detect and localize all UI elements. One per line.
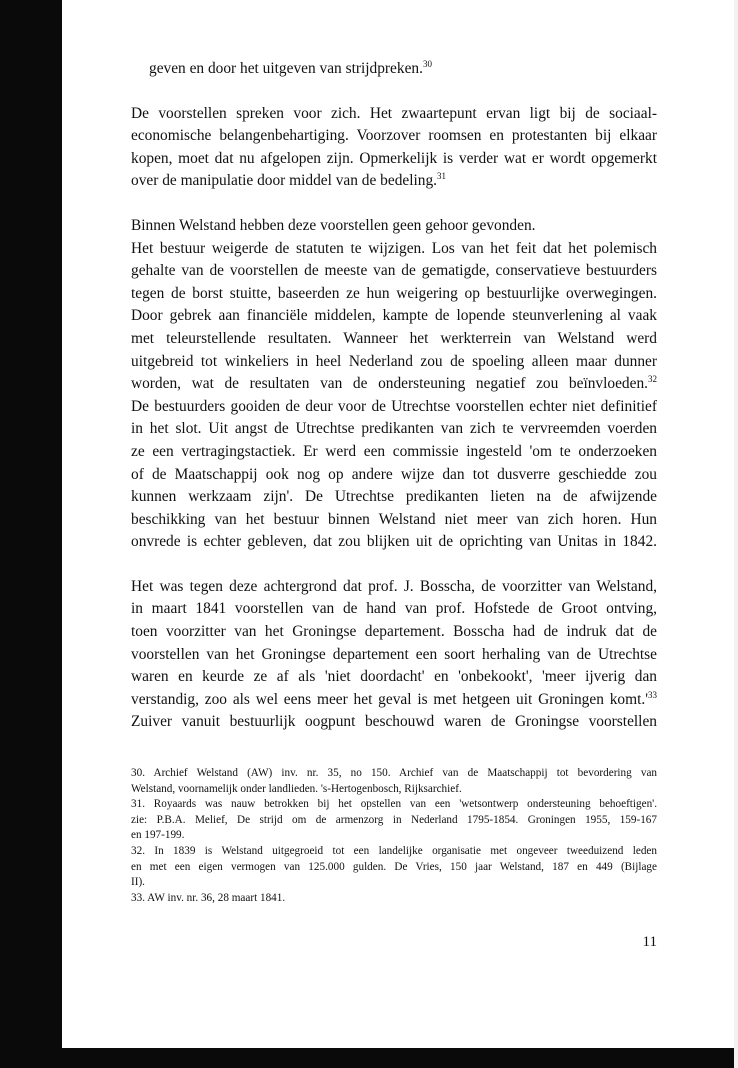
text-line: kunnen werkzaam zijn'. De Utrechtse predikanten lieten na de afwijzende — [131, 488, 657, 506]
text-line: Door gebrek aan financiële middelen, kampte de lopende steunverlening al vaak — [131, 307, 657, 325]
footnote-ref: 33 — [648, 689, 657, 700]
text-line: Binnen Welstand hebben deze voorstellen geen gehoor gevonden. — [131, 216, 536, 234]
footnote-line: en met een eigen vermogen van 125.000 gulden. De Vries, 150 jaar Welstand, 187 en 449 (Bijlage — [131, 860, 657, 873]
text-line: ze een vertragingstactiek. Er werd een commissie ingesteld 'om te onderzoeken — [131, 442, 657, 460]
footnote-line: II). — [131, 876, 145, 889]
paragraph-1 — [131, 58, 657, 81]
paragraph-2 — [131, 103, 657, 193]
text-line: in het slot. Uit angst de Utrechtse predikanten van zich te vervreemden voerden — [131, 420, 657, 438]
text-line: over de manipulatie door middel van de bedeling.$^{31}$ — [131, 171, 447, 190]
text-line: met teleurstellende resultaten. Wanneer het werkterrein van Welstand werd — [131, 329, 657, 347]
body-text-column — [131, 58, 657, 734]
text-line: in maart 1841 voorstellen van de hand van prof. Hofstede de Groot ontving, — [131, 600, 657, 618]
paragraph-4 — [131, 396, 657, 554]
scan-right-edge — [734, 0, 738, 1068]
text-line: voorstellen van het Groningse departement een soort herhaling van de Utrechtse — [131, 645, 657, 663]
footnote-31 — [131, 797, 657, 844]
footnotes — [131, 766, 657, 906]
text-line: Het bestuur weigerde de statuten te wijzigen. Los van het feit dat het polemisch — [131, 239, 657, 257]
text-line: kopen, moet dat nu afgelopen zijn. Opmerkelijk is verder wat er wordt opgemerkt — [131, 149, 657, 167]
footnote-ref: 31 — [437, 171, 447, 182]
text-line: onvrede is echter gebleven, dat zou blijken uit de oprichting van Unitas in 1842. — [131, 533, 657, 551]
text-line: beschikking van het bestuur binnen Welstand niet meer van zich horen. Hun — [131, 510, 657, 528]
text-line: geven en door het uitgeven van strijdpreken.$^{30}$ — [149, 59, 432, 77]
text-line: Het was tegen deze achtergrond dat prof. J. Bosscha, de voorzitter van Welstand, — [131, 577, 657, 595]
footnote-33 — [131, 891, 657, 907]
footnote-32 — [131, 844, 657, 891]
paragraph-6 — [131, 711, 657, 734]
footnote-line: zie: P.B.A. Melief, De strijd om de armenzorg in Nederland 1795-1854. Groningen 1955, 159-167 — [131, 813, 657, 826]
text-line: verstandig, zoo als wel eens meer het geval is met hetgeen uit Groningen $komt.'^{33}$ — [131, 689, 657, 708]
footnote-line: 31. Royaards was nauw betrokken bij het opstellen van een 'wetsontwerp ondersteuning behoeftigen'. — [131, 798, 657, 811]
text-line: waren en keurde ze af als 'niet doordacht' en 'onbekookt', 'meer ijverig dan — [131, 668, 657, 686]
footnote-ref: 30 — [422, 59, 432, 69]
footnote-line: Welstand, voornamelijk onder landlieden. 's-Hertogenbosch, Rijksarchief. — [131, 782, 462, 795]
footnote-line: 30. Archief Welstand (AW) inv. nr. 35, no 150. Archief van de Maatschappij tot bevordering van — [131, 767, 657, 779]
footnote-30 — [131, 766, 657, 797]
page-number: 11 — [642, 934, 657, 950]
paragraph-3 — [131, 215, 657, 396]
text-line: toen voorzitter van het Groningse departement. Bosscha had de indruk dat de — [131, 623, 657, 641]
text-line: De bestuurders gooiden de deur voor de Utrechtse voorstellen echter niet definitief — [131, 397, 657, 415]
text-line: worden, wat de resultaten van de ondersteuning negatief zou beïnvloeden.$^{32}$ — [131, 374, 657, 393]
text-line: De voorstellen spreken voor zich. Het zwaartepunt ervan ligt bij de sociaal- — [131, 104, 657, 122]
text-line: of de Maatschappij ook nog op andere wijze dan tot dusverre geschiedde zou — [131, 465, 657, 483]
scan-bottom-border — [0, 1048, 738, 1068]
text-line: uitgebreid tot winkeliers in heel Nederland zou de spoeling alleen maar dunner — [131, 352, 657, 370]
footnote-line: en 197-199. — [131, 829, 185, 842]
text-line: gehalte van de voorstellen de meeste van de gematigde, conservatieve bestuurders — [131, 262, 657, 280]
text-line: economische belangenbehartiging. Voorzover roomsen en protestanten bij elkaar — [131, 127, 657, 145]
scan-left-border — [0, 0, 62, 1068]
text-line: Zuiver vanuit bestuurlijk oogpunt beschouwd waren de Groningse voorstellen — [131, 713, 657, 731]
paragraph-5 — [131, 576, 657, 712]
text-line: tegen de borst stuitte, baseerden ze hun weigering op bestuurlijke overwegingen. — [131, 284, 657, 302]
footnote-line: 33. AW inv. nr. 36, 28 maart 1841. — [131, 891, 286, 904]
footnote-ref: 32 — [648, 374, 657, 385]
footnote-line: 32. In 1839 is Welstand uitgegroeid tot een landelijke organisatie met ongeveer tweeduizend leden — [131, 844, 657, 857]
